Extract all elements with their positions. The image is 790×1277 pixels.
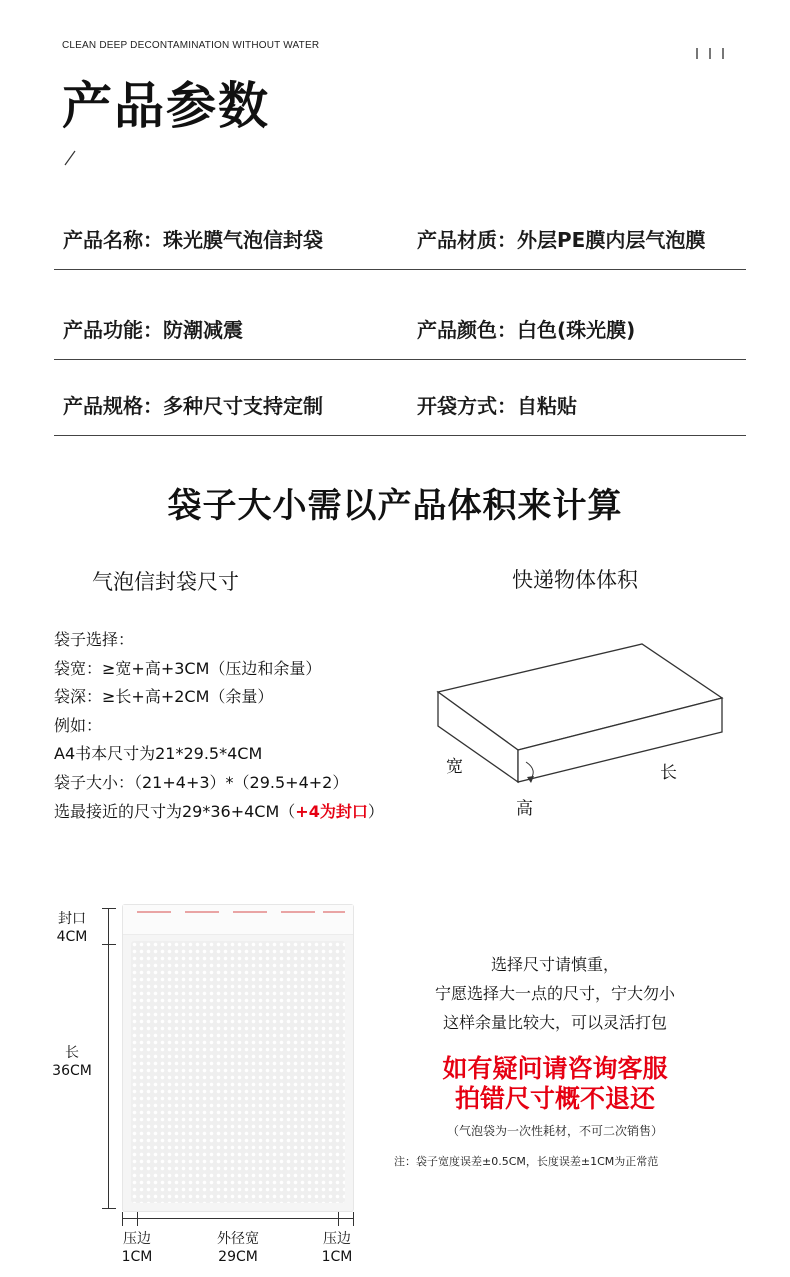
spec-name: 产品名称：珠光膜气泡信封袋	[63, 228, 323, 252]
calc-line: 选最接近的尺寸为29*36+4CM（+4为封口）	[54, 801, 384, 821]
tick	[353, 1212, 354, 1226]
bubble-envelope-image	[122, 904, 354, 1212]
length-dimension-line	[108, 908, 109, 1208]
tick	[102, 944, 116, 945]
bubble-texture	[131, 941, 345, 1203]
tick	[102, 1208, 116, 1209]
length-dim: 长 36CM	[52, 1045, 92, 1079]
size-advice: 选择尺寸请慎重， 宁愿选择大一点的尺寸，宁大勿小 这样余量比较大，可以灵活打包	[434, 955, 675, 1032]
section-title: 袋子大小需以产品体积来计算	[167, 486, 623, 526]
left-edge-dim: 压边 1CM	[121, 1231, 153, 1265]
spec-color: 产品颜色：白色(珠光膜)	[417, 318, 636, 342]
calc-line: 袋深：≥长+高+2CM（余量）	[54, 687, 274, 707]
right-edge-dim: 压边 1CM	[321, 1231, 353, 1265]
tick	[122, 1212, 123, 1226]
calc-line: A4书本尺寸为21*29.5*4CM	[54, 744, 263, 764]
outer-width-dim: 外径宽 29CM	[217, 1231, 259, 1265]
decorative-dashes	[696, 44, 735, 63]
calc-line: 袋宽：≥宽+高+3CM（压边和余量）	[54, 658, 322, 678]
warning-text: 如有疑问请咨询客服 拍错尺寸概不退还	[442, 1054, 668, 1113]
calc-line: 例如：	[54, 715, 103, 735]
box-height-label: 高	[516, 799, 533, 819]
box-diagram	[430, 640, 730, 820]
seal-dim: 封口 4CM	[56, 911, 88, 945]
seal-strip	[123, 905, 353, 935]
spec-material: 产品材质：外层PE膜内层气泡膜	[417, 228, 706, 252]
seal-note: +4为封口	[295, 801, 368, 821]
box-length-label: 长	[660, 763, 677, 783]
box-width-label: 宽	[446, 757, 463, 777]
width-dimension-line	[122, 1218, 354, 1219]
spec-size: 产品规格：多种尺寸支持定制	[63, 394, 323, 418]
tagline: CLEAN DEEP DECONTAMINATION WITHOUT WATER	[62, 40, 320, 51]
tick	[338, 1212, 339, 1226]
spec-row	[54, 192, 746, 270]
calc-example	[54, 626, 384, 826]
slash-decoration	[62, 150, 78, 166]
tick	[102, 908, 116, 909]
tick	[137, 1212, 138, 1226]
spec-row	[54, 358, 746, 436]
spec-opening: 开袋方式：自粘贴	[417, 394, 577, 418]
tolerance-note: 注：袋子宽度误差±0.5CM，长度误差±1CM为正常范	[394, 1155, 659, 1168]
page-title: 产品参数	[62, 77, 270, 135]
spec-function: 产品功能：防潮减震	[63, 318, 243, 342]
object-volume-heading: 快递物体体积	[512, 568, 638, 592]
bag-size-heading: 气泡信封袋尺寸	[92, 570, 239, 594]
spec-row	[54, 282, 746, 360]
calc-line: 袋子大小：（21+4+3）*（29.5+4+2）	[54, 772, 349, 792]
calc-line: 袋子选择：	[54, 630, 135, 649]
consumable-note: （气泡袋为一次性耗材，不可二次销售）	[446, 1124, 663, 1138]
